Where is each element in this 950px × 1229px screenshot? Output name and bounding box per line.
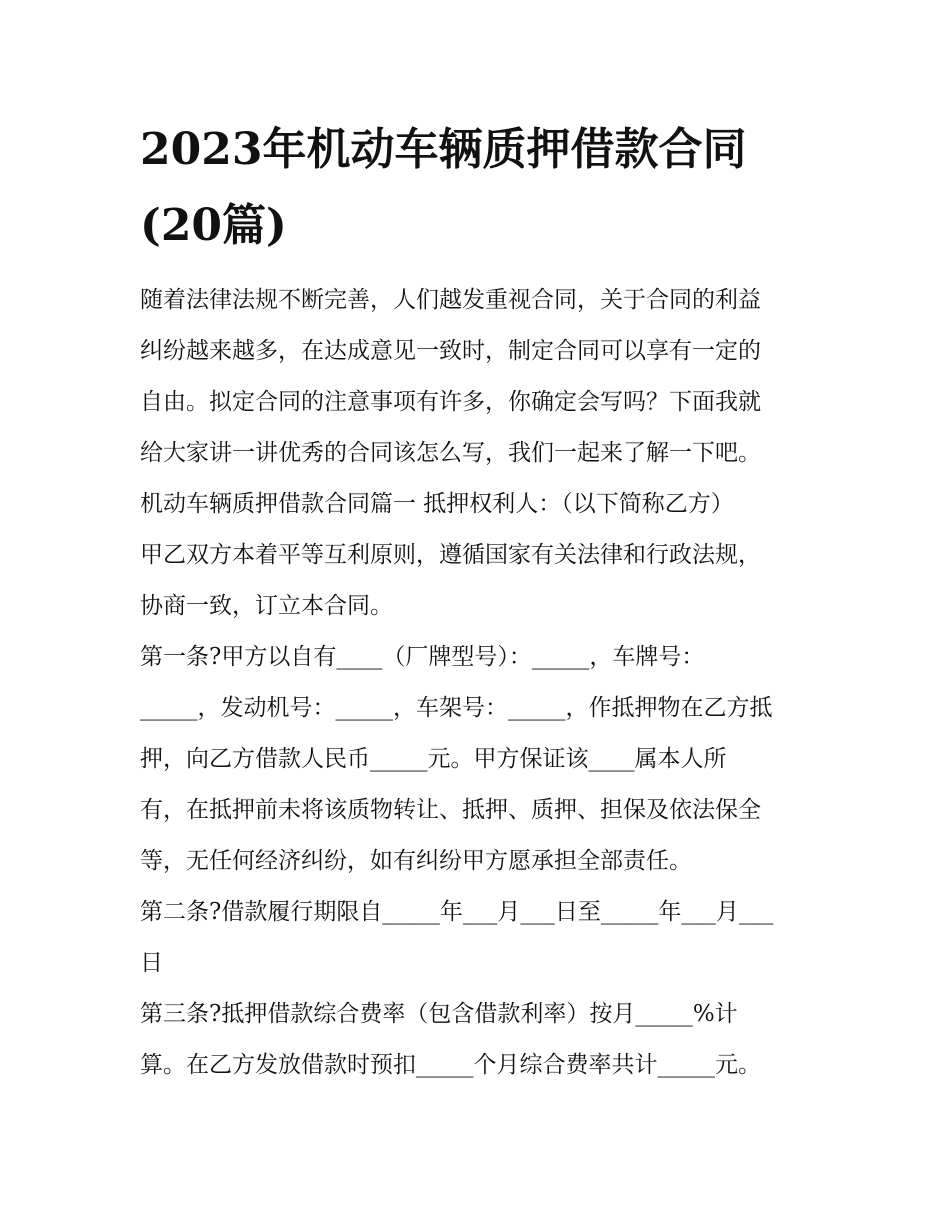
document-title bbox=[140, 112, 820, 264]
body-line: 押，向乙方借款人民币_____元。甲方保证该____属本人所 bbox=[140, 746, 727, 772]
body-line: 第三条?抵押借款综合费率（包含借款利率）按月_____%计 bbox=[140, 1001, 738, 1027]
body-line: 日 bbox=[140, 950, 163, 976]
body-line: 第一条?甲方以自有____（厂牌型号）：_____，车牌号： bbox=[140, 644, 705, 670]
body-line: _____，发动机号：_____，车架号：_____，作抵押物在乙方抵 bbox=[140, 695, 773, 721]
body-line: 给大家讲一讲优秀的合同该怎么写，我们一起来了解一下吧。 bbox=[140, 440, 761, 466]
body-line: 第二条?借款履行期限自_____年___月___日至_____年___月___ bbox=[140, 899, 774, 925]
body-line: 机动车辆质押借款合同篇一 抵押权利人：（以下简称乙方） bbox=[140, 491, 734, 517]
document-body bbox=[140, 275, 820, 1091]
body-line: 随着法律法规不断完善，人们越发重视合同，关于合同的利益 bbox=[140, 287, 761, 313]
body-line: 等，无任何经济纠纷，如有纠纷甲方愿承担全部责任。 bbox=[140, 848, 692, 874]
title-line-1: 2023年机动车辆质押借款合同 bbox=[140, 124, 747, 175]
body-line: 有，在抵押前未将该质物转让、抵押、质押、担保及依法保全 bbox=[140, 797, 761, 823]
title-line-2: (20篇) bbox=[140, 200, 287, 251]
body-line: 协商一致，订立本合同。 bbox=[140, 593, 393, 619]
body-line: 纠纷越来越多，在达成意见一致时，制定合同可以享有一定的 bbox=[140, 338, 761, 364]
body-line: 自由。拟定合同的注意事项有许多，你确定会写吗？下面我就 bbox=[140, 389, 761, 415]
body-line: 算。在乙方发放借款时预扣_____个月综合费率共计_____元。 bbox=[140, 1052, 761, 1078]
body-line: 甲乙双方本着平等互利原则，遵循国家有关法律和行政法规， bbox=[140, 542, 761, 568]
